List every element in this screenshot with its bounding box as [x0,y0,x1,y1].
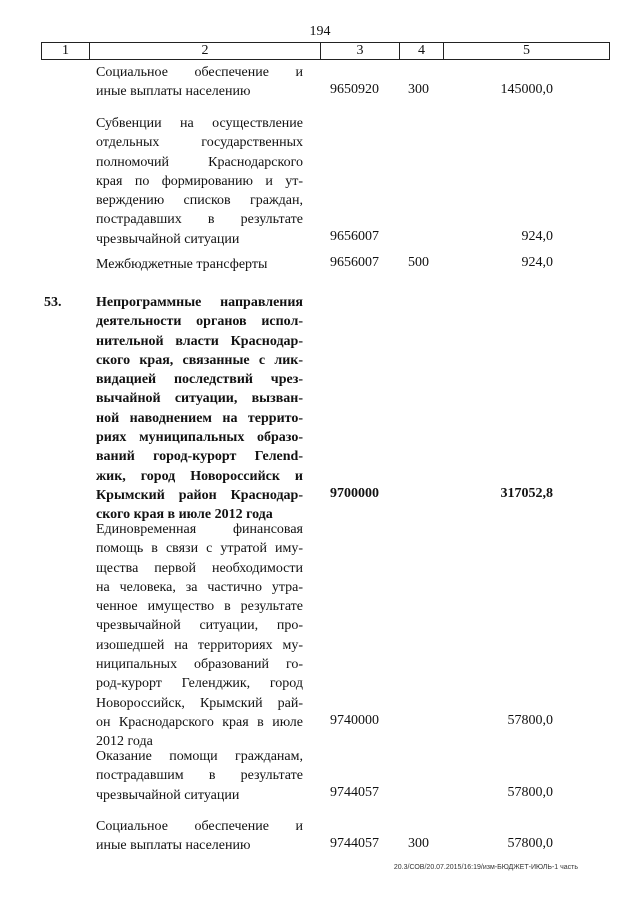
row-name-line: нительной власти Краснодар- [96,333,303,349]
row-code: 9700000 [330,486,379,501]
row-name-line: Субвенции на осуществление [96,116,303,131]
row-code: 9744057 [330,785,379,800]
row-type: 500 [408,255,429,270]
column-header-3: 3 [321,43,400,60]
row-name [96,293,303,525]
row-name [96,817,303,856]
row-name-line: деятельности органов испол- [96,314,303,330]
row-code: 9650920 [330,82,379,97]
row-name-line: верждению списков граждан, [96,193,303,209]
row-name-line: Социальное обеспечение и [96,65,303,80]
row-name-line: 2012 года [96,734,153,750]
row-name-line: ной наводнением на террито- [96,410,303,426]
row-name [96,747,303,805]
row-name-line: жик, город Новороссийск и [96,468,303,484]
row-name-line: ского края в июле 2012 года [96,507,273,523]
row-code: 9656007 [330,255,379,270]
row-code: 9656007 [330,229,379,244]
row-name-line: Непрограммные направления [96,295,303,310]
row-name-line: Новороссийск, Крымский рай- [96,695,303,711]
row-name-line: чрезвычайной ситуации, про- [96,618,303,634]
row-name-line: Единовременная финансовая [96,522,303,537]
row-name [96,63,303,102]
row-name-line: полномочий Краснодарского [96,154,303,170]
row-name-line: на человека, за частично утра- [96,579,303,595]
column-header-5: 5 [444,43,610,60]
row-name-line: Оказание помощи гражданам, [96,749,303,764]
footer-note: 20.3/СОВ/20.07.2015/16:19/изм-БЮДЖЕТ-ИЮЛЬ-1 часть [393,864,578,871]
row-name-line: щества первой необходимости [96,560,303,576]
row-name-line: ниципальных образований го- [96,657,303,673]
page-number: 194 [309,24,331,39]
row-name-line: ского края, связанные с лик- [96,352,303,368]
row-name [96,114,303,249]
row-name [96,255,303,274]
column-header-row [41,42,610,60]
row-name-line: помощь в связи с утратой иму- [96,541,303,557]
row-amount: 145000,0 [500,82,553,97]
row-name-line: чрезвычайной ситуации [96,787,240,803]
row-code: 9744057 [330,836,379,851]
row-name-line: ченное имущество в результате [96,599,303,615]
row-name-line: Межбюджетные трансферты [96,257,268,272]
row-name-line: видацией последствий чрез- [96,372,303,388]
column-header-4: 4 [400,43,444,60]
row-name-line: род-курорт Геленджик, город [96,676,303,692]
row-code: 9740000 [330,713,379,728]
row-amount: 317052,8 [500,486,553,501]
row-amount: 57800,0 [507,836,553,851]
row-name-line: чрезвычайной ситуации [96,231,240,247]
row-name-line: края по формированию и ут- [96,173,303,189]
row-name-line: изошедшей на территориях му- [96,637,303,653]
row-name-line: Социальное обеспечение и [96,819,303,834]
row-name-line: пострадавшим в результате [96,768,303,784]
row-amount: 924,0 [521,255,553,270]
row-name-line: иные выплаты населению [96,838,251,854]
column-header-2: 2 [90,43,321,60]
row-name-line: вычайной ситуации, вызван- [96,391,303,407]
row-name-line: он Краснодарского края в июле [96,714,303,730]
row-type: 300 [408,836,429,851]
row-amount: 924,0 [521,229,553,244]
column-header-1: 1 [42,43,90,60]
row-name-line: пострадавших в результате [96,212,303,228]
row-amount: 57800,0 [507,713,553,728]
row-type: 300 [408,82,429,97]
row-name-line: иные выплаты населению [96,84,251,100]
row-name-line: отдельных государственных [96,135,303,151]
row-name [96,520,303,752]
row-name-line: риях муниципальных образо- [96,430,303,446]
row-number: 53. [44,295,62,310]
row-amount: 57800,0 [507,785,553,800]
row-name-line: ваний город-курорт Гелend- [96,449,303,465]
row-name-line: Крымский район Краснодар- [96,487,303,503]
